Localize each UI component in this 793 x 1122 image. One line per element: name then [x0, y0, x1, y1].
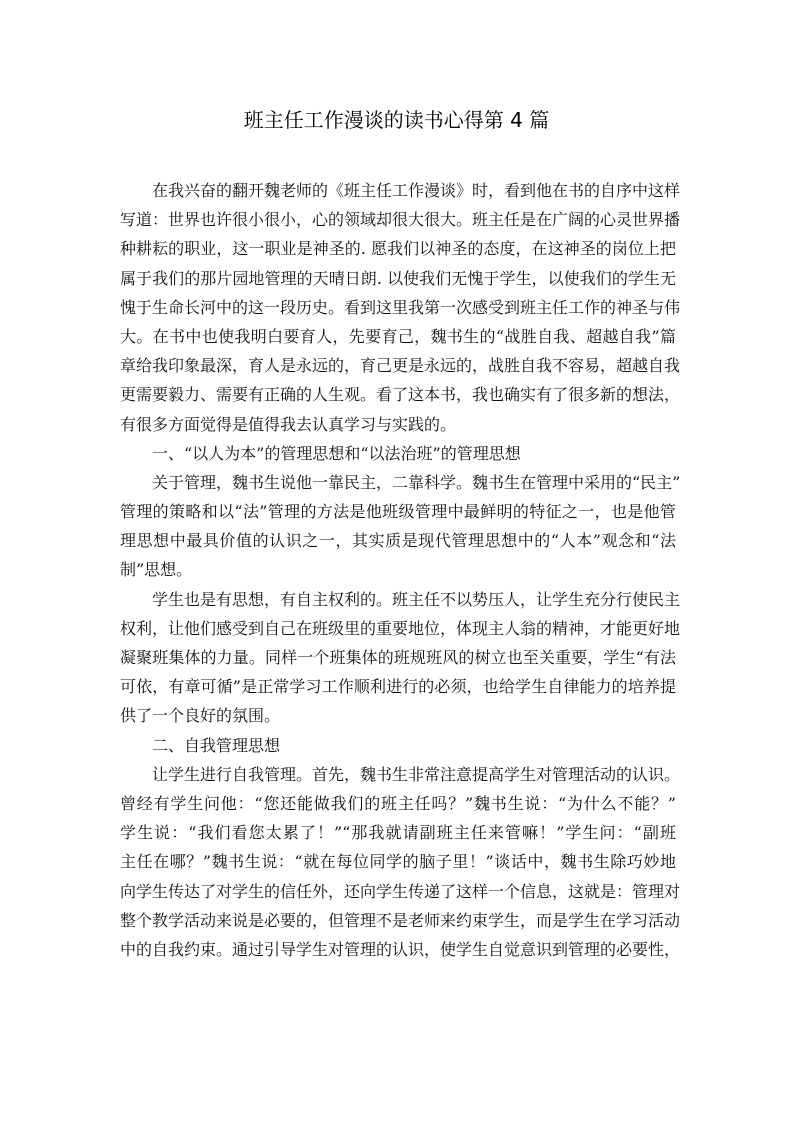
document-body	[120, 176, 681, 964]
intro-paragraph	[120, 176, 681, 439]
text-line: 一、“以人为本”的管理思想和“以法治班”的管理思想	[152, 443, 521, 463]
section-heading-2	[120, 731, 676, 760]
text-line: 在我兴奋的翻开魏老师的《班主任工作漫谈》时，看到他在书的自序中这样	[152, 181, 681, 200]
document-title: 班主任工作漫谈的读书心得第 4 篇	[243, 108, 550, 132]
text-line: 学生说：“我们看您太累了！”“那我就请副班主任来管嘛！”学生问：“副班	[120, 823, 676, 843]
text-line: 供了一个良好的氛围。	[120, 706, 281, 726]
text-line: 让学生进行自我管理。首先，魏书生非常注意提高学生对管理活动的认识。	[152, 764, 681, 784]
text-line: 中的自我约束。通过引导学生对管理的认识，使学生自觉意识到管理的必要性，	[120, 939, 681, 959]
management-paragraph	[120, 468, 681, 585]
text-line: 有很多方面觉得是值得我去认真学习与实践的。	[120, 414, 457, 434]
text-line: 管理的策略和以“法”管理的方法是他班级管理中最鲜明的特征之一，也是他管	[120, 502, 676, 522]
text-line: 大。在书中也使我明白要育人，先要育己，魏书生的“战胜自我、超越自我”篇	[120, 326, 676, 346]
section-heading-1	[120, 439, 676, 468]
student-rights-paragraph	[120, 585, 681, 731]
text-line: 愧于生命长河中的这一段历史。看到这里我第一次感受到班主任工作的神圣与伟	[120, 297, 681, 317]
text-line: 属于我们的那片园地管理的天晴日朗. 以使我们无愧于学生，以使我们的学生无	[120, 268, 676, 288]
text-line: 更需要毅力、需要有正确的人生观。看了这本书，我也确实有了很多新的想法，	[120, 385, 681, 405]
text-line: 整个教学活动来说是必要的，但管理不是老师来约束学生，而是学生在学习活动	[120, 910, 681, 930]
self-management-paragraph	[120, 760, 681, 964]
text-line: 凝聚班集体的力量。同样一个班集体的班规班风的树立也至关重要，学生“有法	[120, 648, 676, 667]
text-line: 可依，有章可循”是正常学习工作顺利进行的必须，也给学生自律能力的培养提	[120, 677, 676, 697]
text-line: 关于管理，魏书生说他一靠民主，二靠科学。魏书生在管理中采用的“民主”	[152, 472, 681, 492]
text-line: 制”思想。	[120, 560, 193, 580]
text-line: 章给我印象最深，育人是永远的，育己更是永远的，战胜自我不容易，超越自我	[120, 356, 681, 376]
text-line: 写道：世界也许很小很小，心的领域却很大很大。班主任是在广阔的心灵世界播	[120, 210, 681, 230]
text-line: 种耕耘的职业，这一职业是神圣的. 愿我们以神圣的态度，在这神圣的岗位上把	[120, 239, 676, 259]
text-line: 二、自我管理思想	[152, 735, 281, 755]
text-line: 向学生传达了对学生的信任外，还向学生传递了这样一个信息，这就是：管理对	[120, 881, 681, 901]
text-line: 曾经有学生问他：“您还能做我们的班主任吗？”魏书生说：“为什么不能？”	[120, 793, 676, 813]
text-line: 学生也是有思想，有自主权利的。班主任不以势压人，让学生充分行使民主	[152, 589, 681, 609]
text-line: 权利，让他们感受到自己在班级里的重要地位，体现主人翁的精神，才能更好地	[120, 618, 681, 638]
text-line: 理思想中最具价值的认识之一，其实质是现代管理思想中的“人本”观念和“法	[120, 531, 676, 551]
text-line: 主任在哪？”魏书生说：“就在每位同学的脑子里！”谈话中，魏书生除巧妙地	[120, 852, 676, 872]
